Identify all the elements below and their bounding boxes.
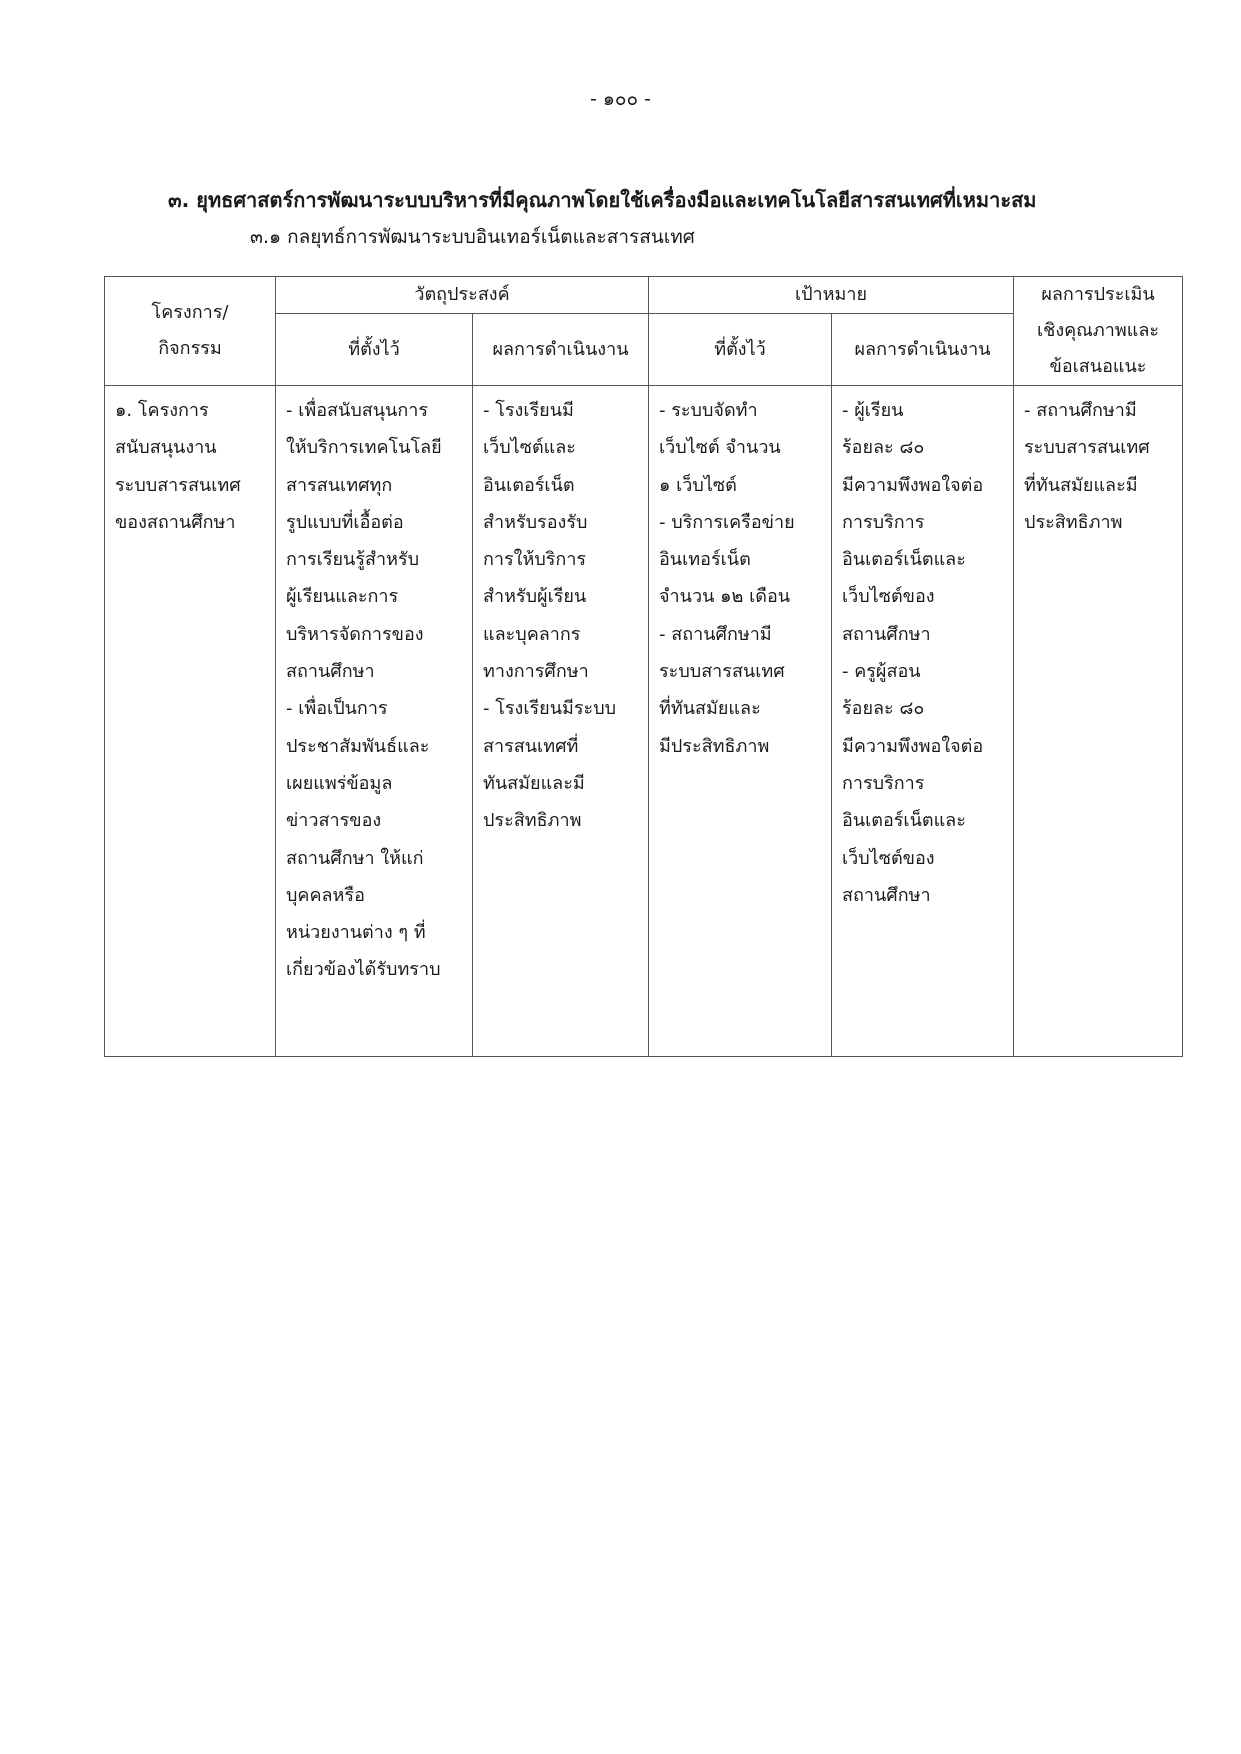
cell-line: มีความพึงพอใจต่อ (842, 735, 984, 757)
cell-line: - เพื่อสนับสนุนการ (286, 400, 429, 421)
cell-line: - สถานศึกษามี (1024, 400, 1137, 421)
cell-line: อินเตอร์เน็ตและ (842, 549, 966, 571)
cell-line: - เพื่อเป็นการ (286, 698, 388, 720)
cell-line: ที่ทันสมัยและมี (1024, 474, 1138, 496)
cell-line: ๑ เว็บไซต์ (659, 474, 737, 496)
header-target-set: ที่ตั้งไว้ (649, 314, 832, 386)
cell-line: การบริการ (842, 772, 925, 794)
cell-line: - สถานศึกษามี (659, 623, 772, 645)
header-target-result: ผลการดำเนินงาน (832, 314, 1014, 386)
cell-line: - ผู้เรียน (842, 400, 904, 421)
cell-line: - โรงเรียนมีระบบ (483, 698, 617, 720)
header-objective: วัตถุประสงค์ (276, 277, 649, 314)
cell-line: อินเทอร์เน็ต (659, 549, 751, 571)
cell-line: เว็บไซต์และ (483, 437, 576, 459)
cell-line: มีประสิทธิภาพ (659, 735, 770, 757)
cell-line: อินเตอร์เน็ตและ (842, 810, 966, 832)
cell-line: การให้บริการ (483, 549, 587, 571)
cell-line: ระบบสารสนเทศ (115, 474, 241, 496)
cell-line: - ครูผู้สอน (842, 661, 921, 683)
cell-line: สถานศึกษา (842, 884, 931, 906)
cell-line: รูปแบบที่เอื้อต่อ (286, 511, 404, 533)
cell-line: ร้อยละ ๘๐ (842, 437, 925, 459)
cell-line: ประชาสัมพันธ์และ (286, 735, 430, 757)
table-row (105, 386, 1183, 1057)
cell-line: เว็บไซต์ของ (842, 586, 935, 608)
cell-line: ประสิทธิภาพ (483, 810, 582, 832)
cell-project (105, 386, 276, 1057)
cell-line: - ระบบจัดทำ (659, 400, 758, 421)
header-objective-result: ผลการดำเนินงาน (473, 314, 649, 386)
cell-line: สารสนเทศที่ (483, 735, 579, 757)
cell-objective-set (276, 386, 473, 1057)
cell-line: - โรงเรียนมี (483, 400, 574, 421)
tactic-subheading: ๓.๑ กลยุทธ์การพัฒนาระบบอินเทอร์เน็ตและสารสนเทศ (250, 226, 695, 248)
cell-line: ๑. โครงการ (115, 400, 209, 421)
cell-objective-result (473, 386, 649, 1057)
cell-line: สถานศึกษา (842, 623, 931, 645)
header-target: เป้าหมาย (649, 277, 1014, 314)
cell-line: และบุคลากร (483, 623, 581, 645)
cell-line: มีความพึงพอใจต่อ (842, 474, 984, 496)
cell-line: หน่วยงานต่าง ๆ ที่ (286, 922, 426, 944)
cell-line: ข่าวสารของ (286, 810, 382, 832)
cell-line: ระบบสารสนเทศ (1024, 437, 1150, 459)
header-project: โครงการ/ กิจกรรม (105, 277, 276, 386)
header-evaluation: ผลการประเมิน เชิงคุณภาพและ ข้อเสนอแนะ (1014, 277, 1183, 386)
cell-line: ร้อยละ ๘๐ (842, 698, 925, 720)
strategy-heading: ๓. ยุทธศาสตร์การพัฒนาระบบบริหารที่มีคุณภาพโดยใช้เครื่องมือและเทคโนโลยีสารสนเทศที่เหมาะสม (168, 188, 1037, 212)
cell-line: การบริการ (842, 511, 925, 533)
cell-line: ผู้เรียนและการ (286, 586, 399, 608)
cell-line: ที่ทันสมัยและ (659, 698, 761, 720)
cell-line: การเรียนรู้สำหรับ (286, 549, 420, 571)
cell-line: สารสนเทศทุก (286, 474, 393, 496)
header-objective-set: ที่ตั้งไว้ (276, 314, 473, 386)
cell-line: เกี่ยวข้องได้รับทราบ (286, 959, 441, 981)
cell-line: ระบบสารสนเทศ (659, 661, 785, 683)
cell-line: ของสถานศึกษา (115, 511, 236, 533)
cell-line: สำหรับรองรับ (483, 511, 588, 533)
cell-line: สำหรับผู้เรียน (483, 586, 587, 608)
cell-line: ให้บริการเทคโนโลยี (286, 437, 442, 459)
cell-line: เว็บไซต์ จำนวน (659, 437, 781, 459)
cell-line: - บริการเครือข่าย (659, 511, 795, 533)
cell-line: ประสิทธิภาพ (1024, 511, 1123, 533)
cell-line: บริหารจัดการของ (286, 623, 424, 645)
cell-line: อินเตอร์เน็ต (483, 474, 575, 496)
cell-line: ทางการศึกษา (483, 661, 589, 683)
cell-target-result (832, 386, 1014, 1057)
cell-evaluation (1014, 386, 1183, 1057)
cell-line: บุคคลหรือ (286, 884, 365, 906)
cell-line: สนับสนุนงาน (115, 437, 217, 459)
cell-line: จำนวน ๑๒ เดือน (659, 586, 791, 608)
cell-target-set (649, 386, 832, 1057)
cell-line: ทันสมัยและมี (483, 772, 585, 794)
cell-line: เว็บไซต์ของ (842, 847, 935, 869)
cell-line: สถานศึกษา ให้แก่ (286, 847, 424, 869)
cell-line: สถานศึกษา (286, 661, 375, 683)
strategy-table (104, 276, 1183, 1057)
cell-line: เผยแพร่ข้อมูล (286, 772, 393, 794)
page-number: - ๑๐๐ - (589, 88, 652, 110)
